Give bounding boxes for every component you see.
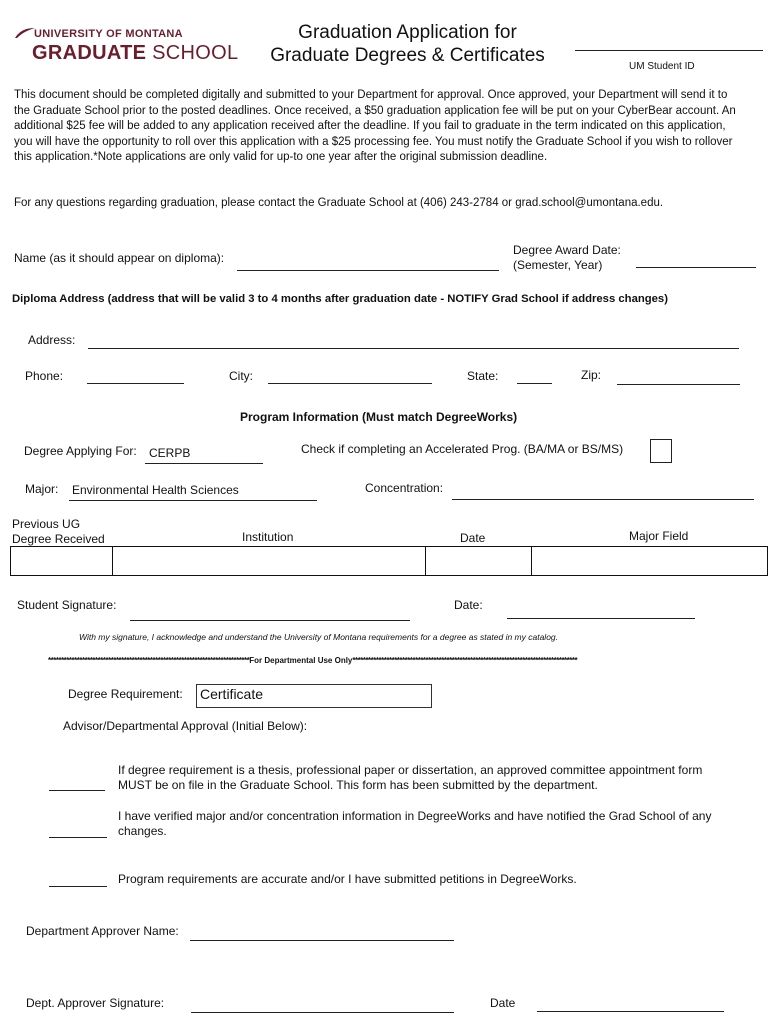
student-id-field[interactable] [575,50,763,51]
initial-field-1[interactable] [49,790,105,791]
name-field[interactable] [237,270,499,271]
intro-paragraph: This document should be completed digitally and submitted to your Department for approval. Once approved, your Department will send it to the Graduate School prior to the posted deadlines. Once received, a $50 graduation application fee will be put on your CyberBear account. An additional $25 fee will be added to any application received after the deadline. If you fail to graduate in the term indicated on this application, you will have the opportunity to roll over this application with a $25 processing fee. You must notify the Graduate School if you wish to rollover this application.*Note applications are only valid for up-to one year after the original submission deadline. [14,89,736,163]
major-value[interactable]: Environmental Health Sciences [72,483,239,497]
advisor-approval-label: Advisor/Departmental Approval (Initial Below): [63,719,308,733]
stars-left: ***************************************************************************** [48,656,250,665]
page-title-line2: Graduate Degrees & Certificates [270,45,545,66]
major-field[interactable] [69,500,317,501]
degree-applying-value[interactable]: CERPB [149,446,191,460]
approver-date-label: Date [490,996,516,1010]
state-field[interactable] [517,383,552,384]
logo-university-text: UNIVERSITY OF MONTANA [34,28,183,40]
degree-requirement-value: Certificate [200,686,264,702]
zip-field[interactable] [617,384,740,385]
page-title [250,21,565,67]
phone-field[interactable] [87,383,184,384]
degree-applying-field[interactable] [145,463,263,464]
state-label: State: [467,369,499,383]
institution-cell[interactable] [113,547,426,575]
departmental-use-label: For Departmental Use Only [249,656,353,665]
approver-name-label: Department Approver Name: [26,924,179,938]
logo-school-word: SCHOOL [152,42,239,64]
previous-ug-degree-cell[interactable] [11,547,113,575]
previous-ug-label-line1: Previous UG [12,517,81,531]
previous-ug-table [10,546,768,576]
student-id-label: UM Student ID [629,61,695,72]
award-date-label-line1: Degree Award Date: [513,243,621,257]
logo-graduate-word: GRADUATE [32,42,147,64]
concentration-label: Concentration: [365,481,444,495]
student-signature-field[interactable] [130,620,410,621]
approver-date-field[interactable] [537,1011,724,1012]
degree-requirement-label: Degree Requirement: [68,687,183,701]
logo-swoosh-icon [14,27,36,39]
zip-label: Zip: [581,368,602,382]
student-signature-label: Student Signature: [17,598,117,612]
contact-text: For any questions regarding graduation, please contact the Graduate School at (406) 243-2784 or grad.school@umontana.edu. [14,197,664,209]
accelerated-program-label: Check if completing an Accelerated Prog. (BA/MA or BS/MS) [301,442,624,456]
logo-graduate-school-text [32,42,238,65]
acknowledgement-text: With my signature, I acknowledge and understand the University of Montana requirements for a degree as stated in my catalog. [79,632,559,642]
date-cell[interactable] [426,547,532,575]
diploma-address-heading: Diploma Address (address that will be valid 3 to 4 months after graduation date - NOTIFY Grad School if address changes) [12,293,668,305]
approval-item-3: Program requirements are accurate and/or I have submitted petitions in DegreeWorks. [118,872,577,886]
phone-label: Phone: [25,369,64,383]
university-logo [14,24,239,68]
previous-ug-label-line2: Degree Received [12,532,105,546]
page-title-line1: Graduation Application for [298,22,517,43]
award-date-field[interactable] [636,267,756,268]
city-field[interactable] [268,383,432,384]
institution-column-header: Institution [242,530,294,544]
address-label: Address: [28,333,76,347]
date-column-header: Date [460,531,486,545]
award-date-label [513,243,621,273]
major-field-cell[interactable] [532,547,767,575]
initial-field-3[interactable] [49,886,107,887]
accelerated-program-checkbox[interactable] [650,439,672,463]
approver-name-field[interactable] [190,940,454,941]
degree-applying-label: Degree Applying For: [24,444,137,458]
concentration-field[interactable] [452,499,754,500]
approval-item-1: If degree requirement is a thesis, professional paper or dissertation, an approved committee appointment form MUST be on file in the Graduate School. This form has been submitted by the department. [118,763,703,792]
award-date-label-line2: (Semester, Year) [513,258,603,272]
approval-item-2: I have verified major and/or concentration information in DegreeWorks and have notified the Grad School of any changes. [118,809,712,838]
major-field-column-header: Major Field [629,529,689,543]
major-label: Major: [25,482,59,496]
name-label: Name (as it should appear on diploma): [14,251,225,265]
previous-ug-label [12,517,105,547]
approver-signature-label: Dept. Approver Signature: [26,996,165,1010]
degree-requirement-field[interactable] [196,684,432,708]
signature-date-label: Date: [454,598,483,612]
initial-field-2[interactable] [49,837,107,838]
departmental-use-divider [48,656,724,665]
program-info-heading: Program Information (Must match DegreeWorks) [240,410,518,424]
city-label: City: [229,369,253,383]
stars-right: ************************************************************************************** [352,656,578,665]
approver-signature-field[interactable] [191,1012,454,1013]
signature-date-field[interactable] [507,618,695,619]
address-field[interactable] [88,348,739,349]
